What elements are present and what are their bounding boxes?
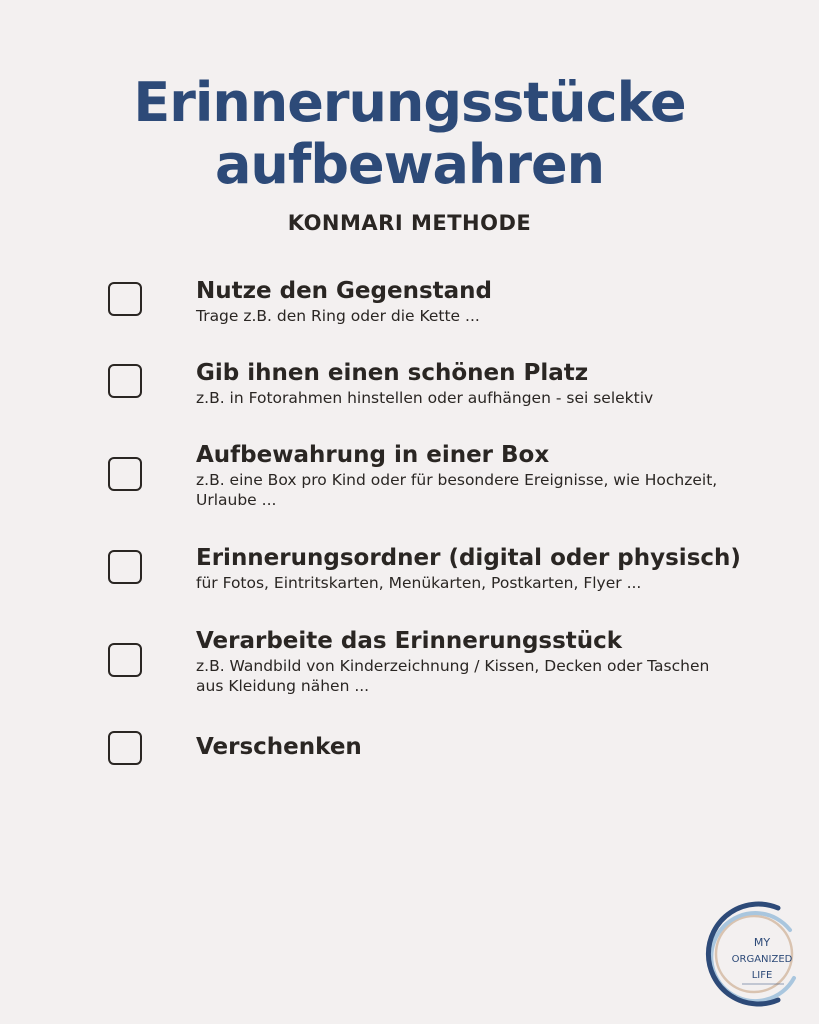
checklist-item-title: Erinnerungsordner (digital oder physisch)	[196, 545, 741, 571]
checklist-item-title: Verschenken	[196, 734, 362, 760]
checklist-item-description: z.B. Wandbild von Kinderzeichnung / Kissen, Decken oder Taschen aus Kleidung nähen ...	[196, 657, 710, 695]
checkbox[interactable]	[108, 282, 142, 316]
logo-text-line-1: MY	[753, 936, 771, 949]
my-organized-life-logo	[698, 900, 806, 1008]
checklist-item-description: z.B. eine Box pro Kind oder für besondere Ereignisse, wie Hochzeit, Urlaube ...	[196, 471, 718, 509]
checkbox[interactable]	[108, 731, 142, 765]
checklist-item-description: Trage z.B. den Ring oder die Kette ...	[196, 307, 480, 325]
checkbox[interactable]	[108, 550, 142, 584]
logo-text-line-2: ORGANIZED	[731, 954, 793, 965]
page-title-line-2: aufbewahren	[214, 133, 605, 196]
checkbox[interactable]	[108, 643, 142, 677]
checklist-item-description: für Fotos, Eintritskarten, Menükarten, Postkarten, Flyer ...	[196, 574, 642, 592]
logo-text-line-3: LIFE	[751, 970, 773, 981]
page-title	[0, 72, 819, 196]
page-title-line-1: Erinnerungsstücke	[133, 71, 686, 134]
checkbox[interactable]	[108, 364, 142, 398]
checklist-item-description: z.B. in Fotorahmen hinstellen oder aufhängen - sei selektiv	[196, 389, 654, 407]
checklist-item-title: Nutze den Gegenstand	[196, 278, 493, 304]
checklist-item-title: Verarbeite das Erinnerungsstück	[196, 628, 623, 654]
page-subtitle: KONMARI METHODE	[287, 211, 532, 235]
checklist-item-title: Aufbewahrung in einer Box	[196, 442, 550, 468]
checkbox[interactable]	[108, 457, 142, 491]
checklist-item-title: Gib ihnen einen schönen Platz	[196, 360, 589, 386]
